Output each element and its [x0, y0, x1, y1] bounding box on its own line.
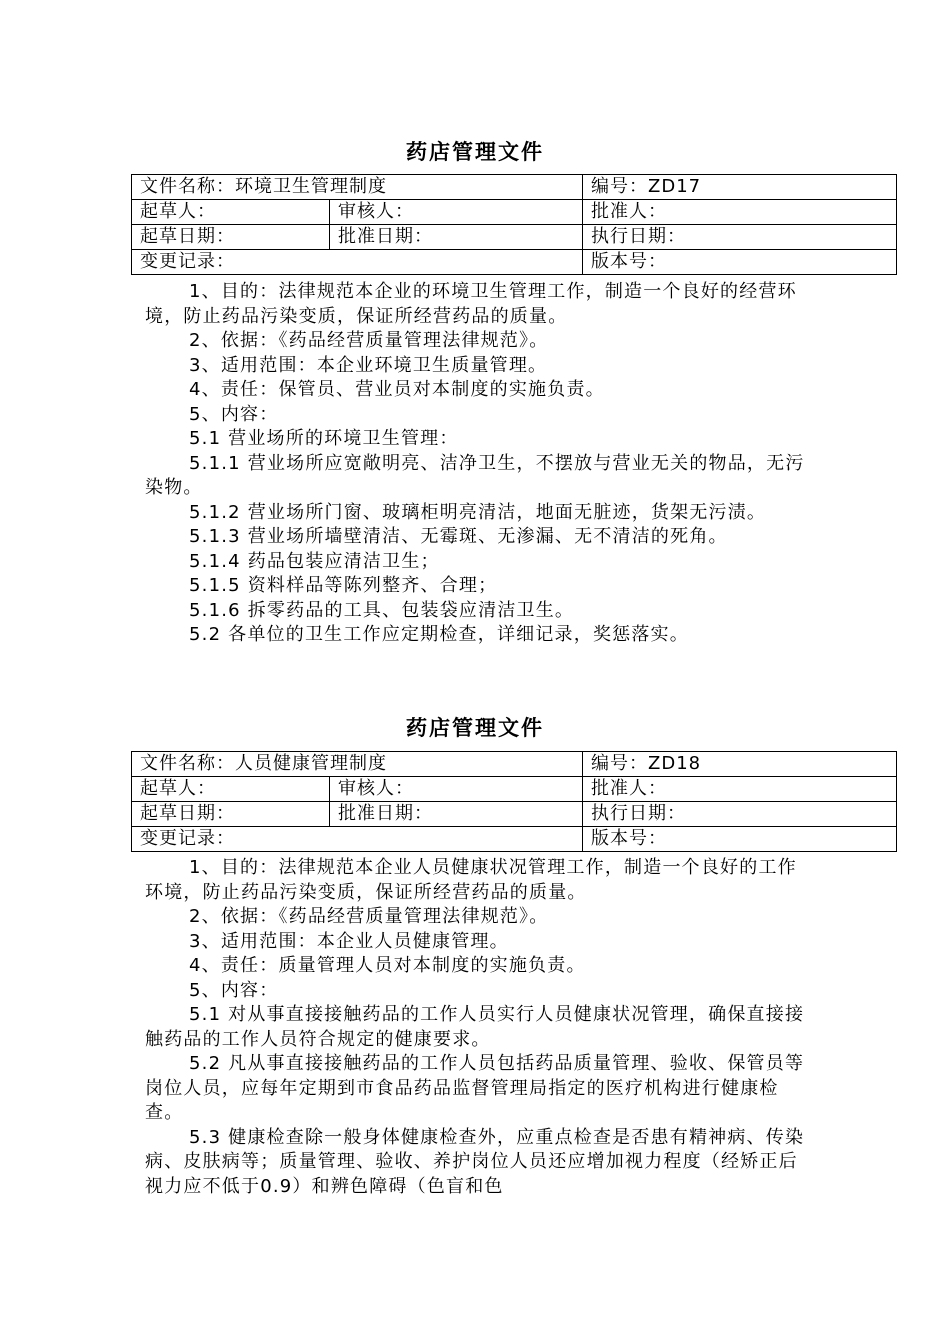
section-2-body: [145, 856, 815, 1199]
table-row: [132, 802, 897, 827]
reviewer-cell: 审核人：: [330, 200, 583, 225]
table-row: [132, 827, 897, 852]
paragraph: 2、依据：《药品经营质量管理法律规范》。: [189, 906, 549, 927]
paragraph: 4、责任：保管员、营业员对本制度的实施负责。: [189, 379, 605, 400]
change-record-cell: 变更记录：: [132, 827, 583, 852]
paragraph: 3、适用范围：本企业人员健康管理。: [189, 930, 509, 952]
version-cell: 版本号：: [583, 250, 897, 275]
exec-date-cell: 执行日期：: [583, 802, 897, 827]
paragraph: 5、内容：: [189, 403, 279, 425]
paragraph: 5.1.3 营业场所墙壁清洁、无霉斑、无渗漏、无不清洁的死角。: [189, 526, 728, 547]
exec-date-cell: 执行日期：: [583, 225, 897, 250]
section-1-body: [145, 280, 815, 648]
section-1-info-table: [131, 174, 897, 275]
paragraph: 1、目的：法律规范本企业人员健康状况管理工作，制造一个良好的工作环境，防止药品污染变质，保证所经营药品的质量。: [145, 857, 797, 903]
drafter-cell: 起草人：: [132, 200, 330, 225]
approver-cell: 批准人：: [583, 777, 897, 802]
paragraph: 2、依据：《药品经营质量管理法律规范》。: [189, 330, 549, 351]
paragraph: 5.1.1 营业场所应宽敞明亮、洁净卫生，不摆放与营业无关的物品，无污染物。: [145, 452, 805, 498]
paragraph: 5.1 对从事直接接触药品的工作人员实行人员健康状况管理，确保直接接触药品的工作人员符合规定的健康要求。: [145, 1004, 805, 1050]
draft-date-cell: 起草日期：: [132, 802, 330, 827]
code-cell: 编号：ZD18: [583, 752, 897, 777]
paragraph: 5.1 营业场所的环境卫生管理：: [189, 428, 459, 449]
draft-date-cell: 起草日期：: [132, 225, 330, 250]
code-cell: 编号：ZD17: [583, 175, 897, 200]
drafter-cell: 起草人：: [132, 777, 330, 802]
file-name-cell: 文件名称：人员健康管理制度: [132, 752, 583, 777]
paragraph: 5、内容：: [189, 979, 279, 1001]
paragraph: 4、责任：质量管理人员对本制度的实施负责。: [189, 955, 586, 976]
paragraph: 5.1.5 资料样品等陈列整齐、合理；: [189, 575, 498, 596]
table-row: [132, 752, 897, 777]
reviewer-cell: 审核人：: [330, 777, 583, 802]
section-1-title: 药店管理文件: [406, 139, 544, 164]
table-row: [132, 225, 897, 250]
approve-date-cell: 批准日期：: [330, 802, 583, 827]
file-name-cell: 文件名称：环境卫生管理制度: [132, 175, 583, 200]
paragraph: 3、适用范围：本企业环境卫生质量管理。: [189, 354, 548, 376]
table-row: [132, 777, 897, 802]
approve-date-cell: 批准日期：: [330, 225, 583, 250]
paragraph: 5.3 健康检查除一般身体健康检查外，应重点检查是否患有精神病、传染病、皮肤病等；质量管理、验收、养护岗位人员还应增加视力程度（经矫正后视力应不低于0.9）和辨色障碍（色盲和色: [145, 1126, 805, 1197]
section-2-title: 药店管理文件: [406, 715, 544, 740]
paragraph: 5.1.6 拆零药品的工具、包装袋应清洁卫生。: [189, 599, 575, 621]
paragraph: 1、目的：法律规范本企业的环境卫生管理工作，制造一个良好的经营环境，防止药品污染变质，保证所经营药品的质量。: [145, 281, 797, 327]
table-row: [132, 175, 897, 200]
section-2-info-table: [131, 751, 897, 852]
paragraph: 5.2 各单位的卫生工作应定期检查，详细记录，奖惩落实。: [189, 624, 689, 645]
paragraph: 5.1.2 营业场所门窗、玻璃柜明亮清洁，地面无脏迹，货架无污渍。: [189, 501, 767, 523]
table-row: [132, 200, 897, 225]
paragraph: 5.2 凡从事直接接触药品的工作人员包括药品质量管理、验收、保管员等岗位人员，应每年定期到市食品药品监督管理局指定的医疗机构进行健康检查。: [145, 1053, 805, 1123]
paragraph: 5.1.4 药品包装应清洁卫生；: [189, 550, 440, 572]
change-record-cell: 变更记录：: [132, 250, 583, 275]
version-cell: 版本号：: [583, 827, 897, 852]
approver-cell: 批准人：: [583, 200, 897, 225]
table-row: [132, 250, 897, 275]
